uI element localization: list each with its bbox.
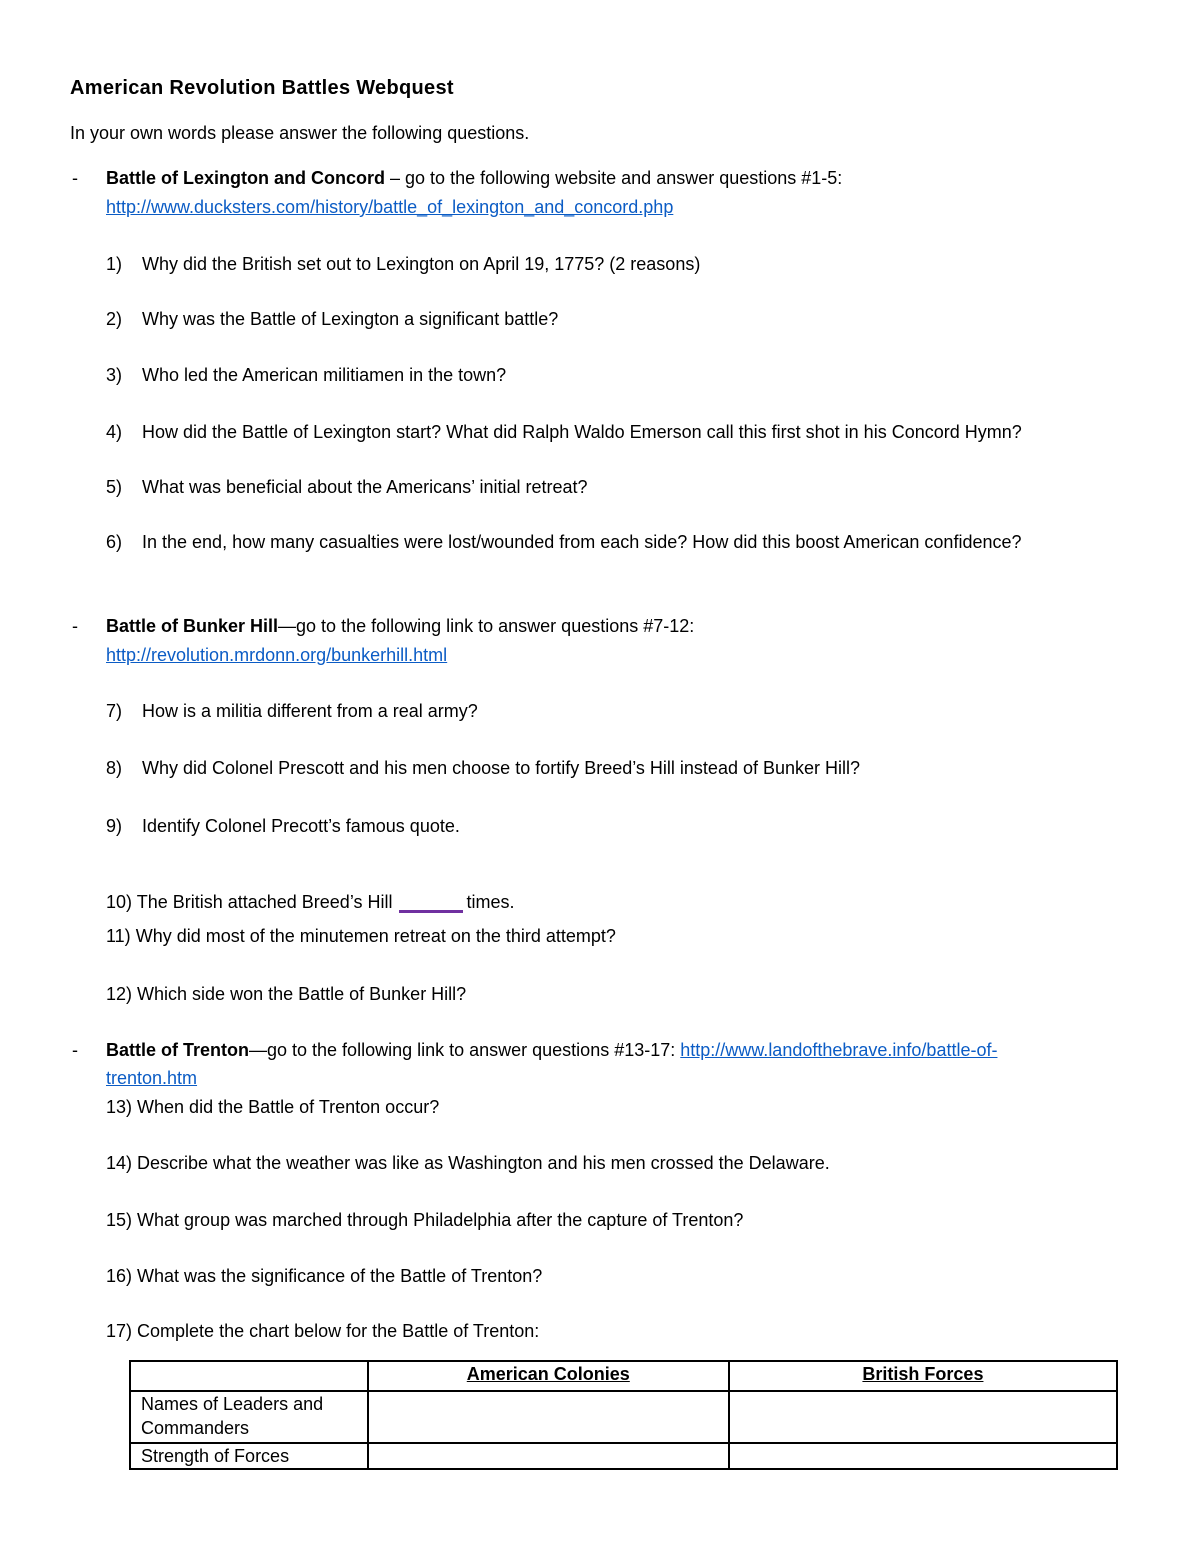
table-cell-answer[interactable]	[368, 1391, 729, 1443]
section-bullet: -	[72, 616, 78, 636]
table-header-row	[130, 1361, 1117, 1391]
question-number: 17)	[106, 1321, 133, 1341]
section-bunker-hill-heading-line	[106, 615, 694, 637]
section-bullet: -	[72, 168, 78, 188]
section-heading: Battle of Bunker Hill	[106, 616, 279, 636]
trenton-link[interactable]: http://www.landofthebrave.info/battle-of-	[680, 1040, 998, 1060]
row-label	[130, 1391, 368, 1443]
row-label: Strength of Forces	[130, 1443, 368, 1469]
question-number: 9)	[106, 816, 123, 836]
question-number: 14)	[106, 1153, 133, 1173]
question-text: Identify Colonel Precott’s famous quote.	[142, 816, 460, 836]
question-number: 5)	[106, 477, 123, 497]
table-cell-empty	[130, 1361, 368, 1391]
question-number: 7)	[106, 701, 123, 721]
question-text: Why did Colonel Prescott and his men choose to fortify Breed’s Hill instead of Bunker Hill?	[142, 758, 861, 778]
question-number: 10)	[106, 892, 133, 912]
page-title: American Revolution Battles Webquest	[70, 77, 454, 99]
table-row	[130, 1443, 1117, 1469]
question-text: Why was the Battle of Lexington a significant battle?	[142, 309, 559, 329]
question-number: 11)	[106, 926, 131, 946]
section-instruction: – go to the following website and answer questions #1-5:	[390, 168, 843, 188]
question-text: Which side won the Battle of Bunker Hill?	[137, 984, 467, 1004]
question-number: 12)	[106, 984, 133, 1004]
question-item	[106, 1320, 539, 1342]
question-text: What was beneficial about the Americans’ initial retreat?	[142, 477, 588, 497]
column-header-american: American Colonies	[368, 1361, 729, 1391]
question-text: Describe what the weather was like as Washington and his men crossed the Delaware.	[137, 1153, 830, 1173]
question-number: 15)	[106, 1210, 133, 1230]
section-bullet: -	[72, 1040, 78, 1060]
column-header-british: British Forces	[729, 1361, 1117, 1391]
table-cell-answer[interactable]	[368, 1443, 729, 1469]
intro-text: In your own words please answer the following questions.	[70, 123, 530, 143]
section-heading: Battle of Lexington and Concord	[106, 168, 385, 188]
row-label-line: Commanders	[141, 1418, 250, 1438]
question-number: 1)	[106, 254, 123, 274]
section-trenton-heading-line	[106, 1039, 997, 1061]
question-text: The British attached Breed’s Hill	[136, 892, 393, 912]
trenton-chart-table	[129, 1360, 1118, 1470]
table-row	[130, 1391, 1117, 1443]
question-text: How did the Battle of Lexington start? What did Ralph Waldo Emerson call this first shot in his Concord Hymn?	[142, 422, 1022, 442]
section-instruction: —go to the following link to answer questions #7-12:	[278, 616, 695, 636]
question-text-after: times.	[466, 892, 515, 912]
question-number: 4)	[106, 422, 123, 442]
question-number: 8)	[106, 758, 123, 778]
question-item	[106, 1209, 743, 1231]
question-text: When did the Battle of Trenton occur?	[137, 1097, 440, 1117]
question-number: 16)	[106, 1266, 133, 1286]
section-instruction: —go to the following link to answer questions #13-17:	[249, 1040, 676, 1060]
question-item	[106, 1152, 830, 1174]
question-number: 13)	[106, 1097, 133, 1117]
bunker-hill-link[interactable]: http://revolution.mrdonn.org/bunkerhill.html	[106, 645, 448, 665]
question-text: Who led the American militiamen in the town?	[142, 365, 507, 385]
section-heading: Battle of Trenton	[106, 1040, 249, 1060]
table-cell-answer[interactable]	[729, 1391, 1117, 1443]
question-text: What group was marched through Philadelphia after the capture of Trenton?	[137, 1210, 744, 1230]
answer-blank[interactable]	[399, 892, 463, 913]
question-number: 6)	[106, 532, 123, 552]
section-lexington-heading-line	[106, 167, 842, 189]
question-item	[106, 891, 515, 913]
question-item	[106, 983, 466, 1005]
lexington-link[interactable]: http://www.ducksters.com/history/battle_of_lexington_and_concord.php	[106, 197, 674, 217]
question-item	[106, 1265, 542, 1287]
question-text: Why did the British set out to Lexington on April 19, 1775? (2 reasons)	[142, 254, 701, 274]
question-text: In the end, how many casualties were lost/wounded from each side? How did this boost American confidence?	[142, 532, 1022, 552]
question-item	[106, 925, 616, 947]
question-text: Why did most of the minutemen retreat on the third attempt?	[135, 926, 616, 946]
question-item	[106, 1096, 439, 1118]
question-number: 3)	[106, 365, 123, 385]
trenton-link-continued[interactable]: trenton.htm	[106, 1068, 198, 1088]
question-text: Complete the chart below for the Battle of Trenton:	[137, 1321, 540, 1341]
question-text: What was the significance of the Battle of Trenton?	[137, 1266, 543, 1286]
question-text: How is a militia different from a real army?	[142, 701, 478, 721]
table-cell-answer[interactable]	[729, 1443, 1117, 1469]
row-label-line: Names of Leaders and	[141, 1394, 324, 1414]
question-number: 2)	[106, 309, 123, 329]
